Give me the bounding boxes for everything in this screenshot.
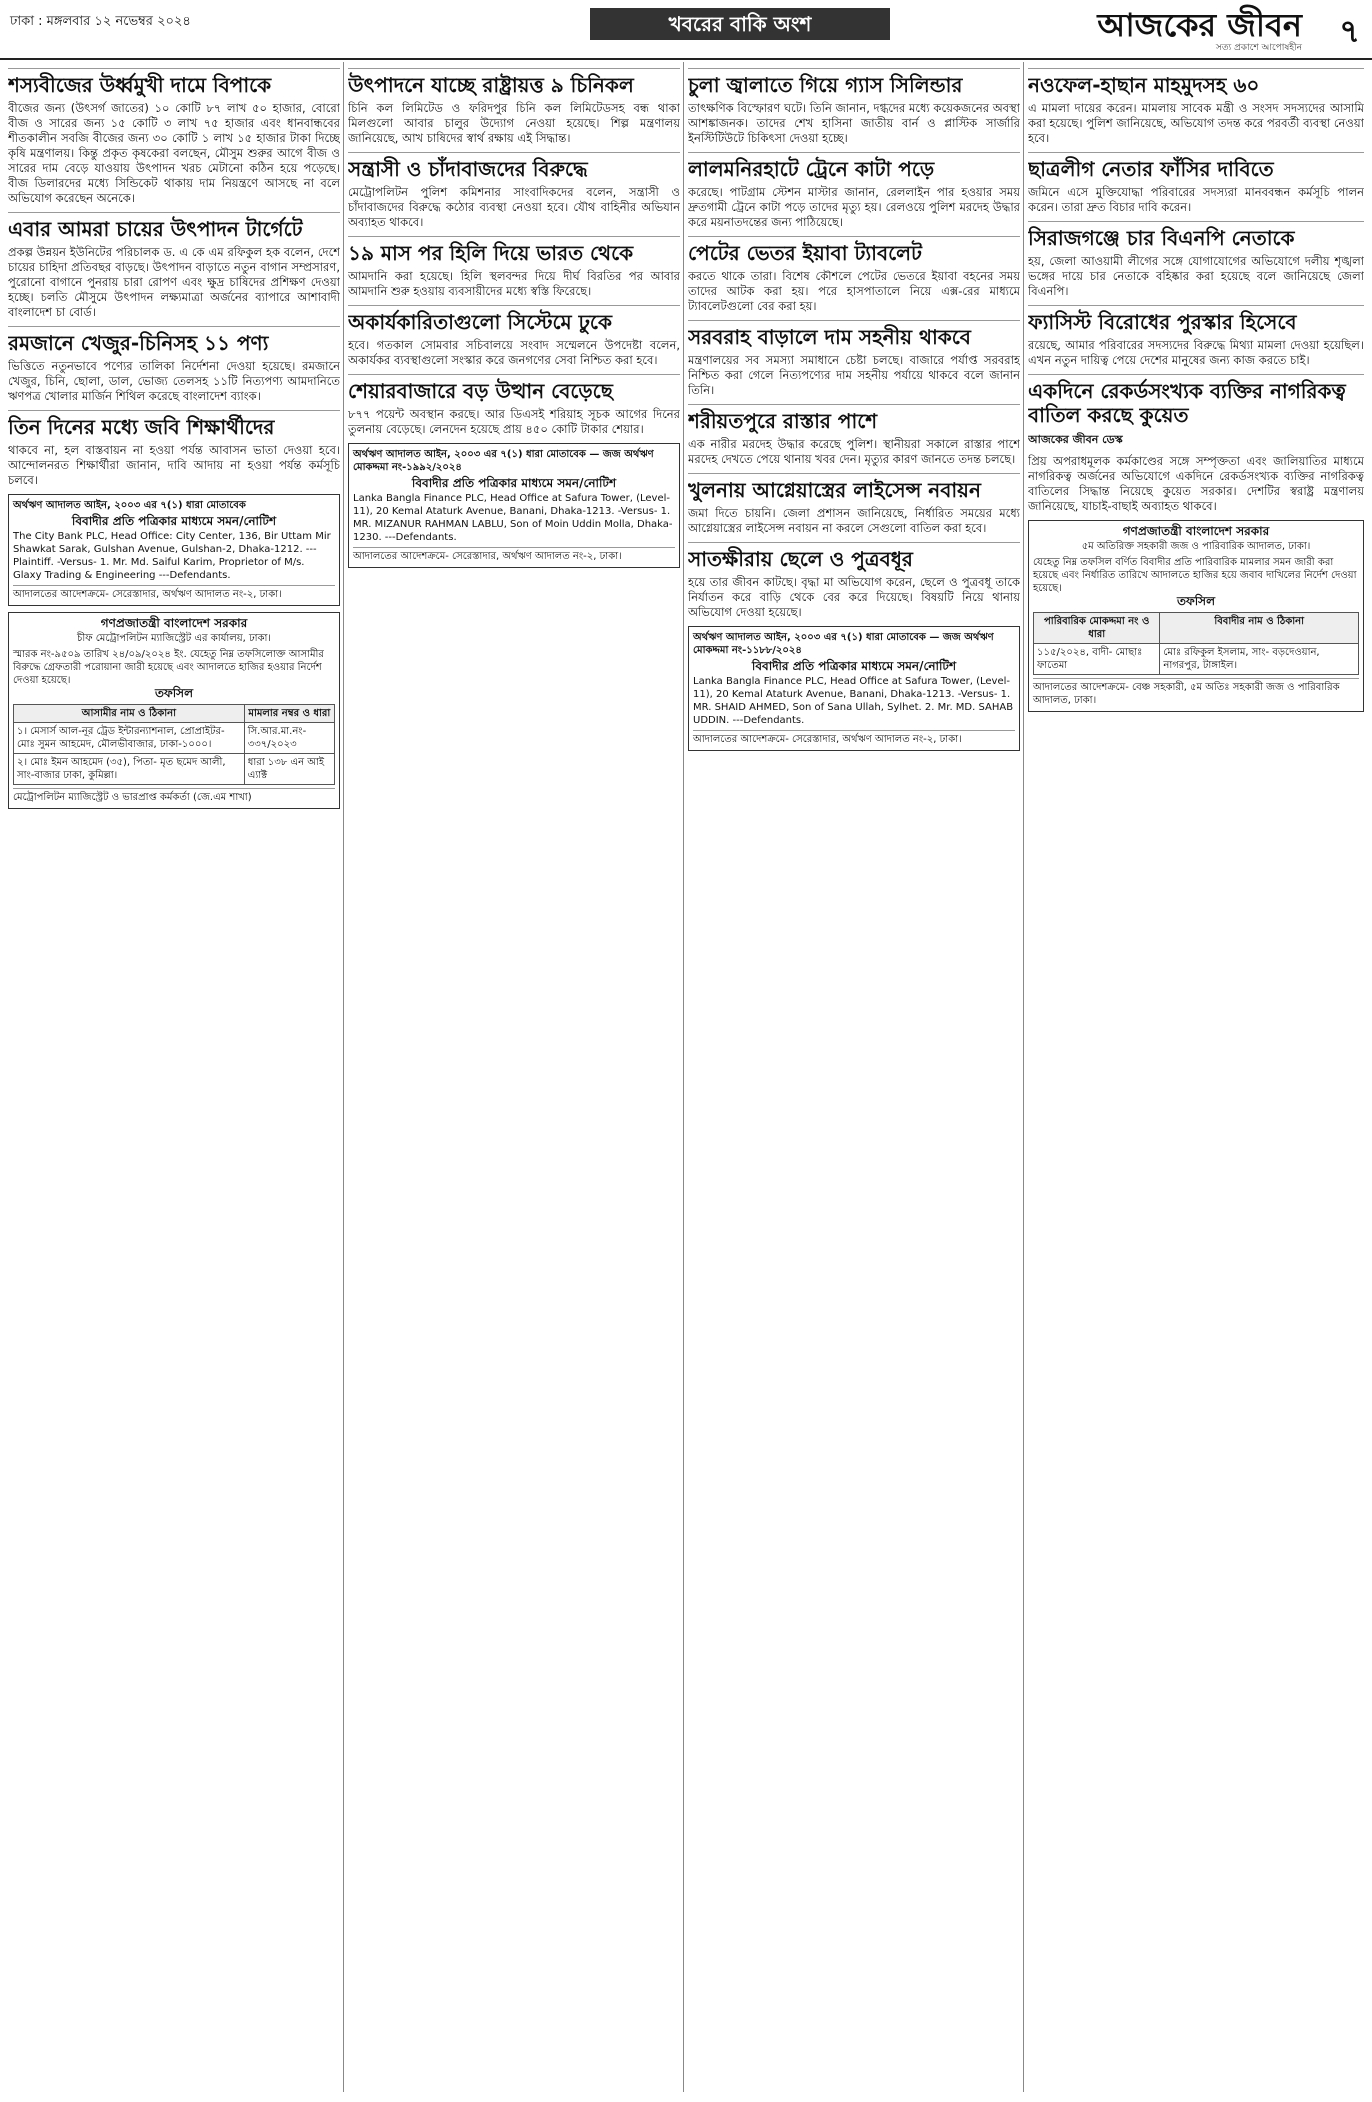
table-cell: মোঃ রফিকুল ইসলাম, সাং- বড়দেওয়ান, নাগরপুর, টাঙ্গাইল। [1160,644,1359,675]
headline: লালমনিরহাটে ট্রেনে কাটা পড়ে [688,152,1020,181]
schedule-table [13,704,335,785]
article-terror [348,152,680,230]
article-body: চিনি কল লিমিটেড ও ফরিদপুর চিনি কল লিমিটেডসহ বন্ধ থাকা মিলগুলো আবার চালুর উদ্যোগ নেওয়া হয়েছে। শিল্প মন্ত্রণালয় জানিয়েছে, আখ চাষিদের স্বার্থ রক্ষায় এই সিদ্ধান্ত। [348,101,680,145]
table-row [14,754,335,785]
article-body: তাৎক্ষণিক বিস্ফোরণ ঘটে। তিনি জানান, দগ্ধদের মধ্যে কয়েকজনের অবস্থা আশঙ্কাজনক। তাদের শেখ হাসিনা জাতীয় বার্ন ও প্লাস্টিক সার্জারি ইনস্টিটিউটে চিকিৎসা দেওয়া হচ্ছে। [688,101,1020,145]
article-kuwait [1028,374,1364,514]
article-body: মন্ত্রণালয়ের সব সমস্যা সমাধানে চেষ্টা চলছে। বাজারে পর্যাপ্ত সরবরাহ নিশ্চিত করা গেলে নিত্যপণ্যের দাম সহনীয় পর্যায়ে থাকবে বলে জানান তিনি। [688,353,1020,397]
headline: সাতক্ষীরায় ছেলে ও পুত্রবধূর [688,542,1020,571]
notice-body: Lanka Bangla Finance PLC, Head Office at Safura Tower, (Level-11), 20 Kemal Ataturk Avenue, Banani, Dhaka-1213. -Versus- 1. MR. SHAID AHMED, Son of Sana Ullah, Sylhet. 2. Mr. MD. SAHAB UDDIN. ---Defendants. [693,676,1014,726]
headline: শরীয়তপুরে রাস্তার পাশে [688,404,1020,433]
article-body: এক নারীর মরদেহ উদ্ধার করেছে পুলিশ। স্থানীয়রা সকালে রাস্তার পাশে মরদেহ দেখতে পেয়ে থানায় খবর দেন। মৃত্যুর কারণ জানতে তদন্ত চলছে। [688,437,1020,466]
notice-footer: মেট্রোপলিটন ম্যাজিস্ট্রেট ও ভারপ্রাপ্ত কর্মকর্তা (জে.এম শাখা) [13,788,335,804]
article-body: মেট্রোপলিটন পুলিশ কমিশনার সাংবাদিকদের বলেন, সন্ত্রাসী ও চাঁদাবাজদের বিরুদ্ধে কঠোর ব্যবস্থা নেওয়া হবে। যৌথ বাহিনীর অভিযান অব্যাহত থাকবে। [348,185,680,229]
section-title: খবরের বাকি অংশ [590,8,890,40]
article-train [688,152,1020,230]
page-number: ৭ [1339,12,1360,50]
newspaper-logo: আজকের জীবন [1097,6,1302,44]
article-export [348,68,680,146]
article-chhatra [1028,152,1364,215]
headline: শস্যবীজের উর্ধ্বমুখী দামে বিপাকে [8,68,340,97]
headline: খুলনায় আগ্নেয়াস্ত্রের লাইসেন্স নবায়ন [688,473,1020,502]
table-cell: ২। মোঃ ইমন আহমেদ (৩৫), পিতা- মৃত ছমেদ আলী, সাং-বাজার ঢাকা, কুমিল্লা। [14,754,245,785]
notice-footer: আদালতের আদেশক্রমে- সেরেস্তাদার, অর্থঋণ আদালত নং-২, ঢাকা। [13,585,335,601]
headline: একদিনে রেকর্ডসংখ্যক ব্যক্তির নাগরিকত্ব বাতিল করছে কুয়েত [1028,374,1364,427]
court-notice [348,443,680,568]
notice-title: গণপ্রজাতন্ত্রী বাংলাদেশ সরকার [1122,524,1270,538]
headline: ছাত্রলীগ নেতার ফাঁসির দাবিতে [1028,152,1364,181]
headline: পেটের ভেতর ইয়াবা ট্যাবলেট [688,236,1020,265]
article-body: প্রিয় অপরাধমূলক কর্মকাণ্ডের সঙ্গে সম্পৃক্ততা এবং জালিয়াতির মাধ্যমে নাগরিকত্ব অর্জনের অভিযোগে একদিনে রেকর্ডসংখ্যক ব্যক্তির নাগরিকত্ব বাতিলের সিদ্ধান্ত নিয়েছে কুয়েত সরকার। দেশটির স্বরাষ্ট্র মন্ত্রণালয় জানিয়েছে, যাচাই-বাছাই অব্যাহত থাকবে। [1028,454,1364,513]
article-tea [8,212,340,320]
tagline: সত্য প্রকাশে আপোষহীন [1215,43,1302,53]
table-header: আসামীর নাম ও ঠিকানা [14,705,245,723]
court-notice [8,494,340,606]
notice-body: The City Bank PLC, Head Office: City Center, 136, Bir Uttam Mir Shawkat Sarak, Gulshan Avenue, Gulshan-2, Dhaka-1212. ---Plaintiff. -Versus- 1. Mr. Md. Saiful Karim, Proprietor of M/s. Glaxy Trading & Engineering ---Defendants. [13,531,331,581]
article-gas [688,68,1020,146]
column-divider [343,62,344,2092]
table-header: মামলার নম্বর ও ধারা [244,705,334,723]
article-seed [8,68,340,206]
headline: সন্ত্রাসী ও চাঁদাবাজদের বিরুদ্ধে [348,152,680,181]
page-header [0,0,1372,60]
notice-title: বিবাদীর প্রতি পত্রিকার মাধ্যমে সমন/নোটিশ [751,659,957,673]
headline: ফ্যাসিস্ট বিরোধের পুরস্কার হিসেবে [1028,305,1364,334]
article-system [348,305,680,368]
article-body: রয়েছে, আমার পরিবারের সদস্যদের বিরুদ্ধে মিথ্যা মামলা দেওয়া হয়েছিল। এখন নতুন দায়িত্ব পেয়ে দেশের মানুষের জন্য কাজ করতে চাই। [1028,338,1364,367]
notice-body: স্মারক নং-৯৫০৯ তারিখ ২৪/০৯/২০২৪ ইং. যেহেতু নিম্ন তফসিলোক্ত আসামীর বিরুদ্ধে গ্রেফতারী পরোয়ানা জারী হয়েছে এবং আদালতে হাজির হওয়ার নির্দেশ দেওয়া হয়েছে। [13,649,324,686]
article-body: হয়ে তার জীবন কাটছে। বৃদ্ধা মা অভিযোগ করেন, ছেলে ও পুত্রবধূ তাকে নির্যাতন করে বাড়ি থেকে বের করে দিয়েছে। বিষয়টি নিয়ে থানায় অভিযোগ দেওয়া হয়েছে। [688,575,1020,619]
article-supply [688,320,1020,398]
notice-subtitle: ৫ম অতিরিক্ত সহকারী জজ ও পারিবারিক আদালত, ঢাকা। [1081,541,1311,552]
issue-date: ঢাকা : মঙ্গলবার ১২ নভেম্বর ২০২৪ [10,14,191,29]
article-body: প্রকল্প উন্নয়ন ইউনিটের পরিচালক ড. এ কে এম রফিকুল হক বলেন, দেশে চায়ের চাহিদা প্রতিবছর বাড়ছে। উৎপাদন বাড়াতে নতুন বাগান সম্প্রসারণ, পুরোনো বাগানে পুনরায় চারা রোপণ এবং ক্ষুদ্র চাষিদের প্রশিক্ষণ দেওয়া হচ্ছে। চলতি মৌসুমে উৎপাদন লক্ষ্যমাত্রা অর্জনের ব্যাপারে আশাবাদী বাংলাদেশ চা বোর্ড। [8,245,340,319]
column-1 [8,62,340,2092]
schedule-table [1033,612,1359,675]
notice-title: বিবাদীর প্রতি পত্রিকার মাধ্যমে সমন/নোটিশ [411,476,617,490]
article-stock [348,374,680,437]
headline: ১৯ মাস পর হিলি দিয়ে ভারত থেকে [348,236,680,265]
notice-footer: আদালতের আদেশক্রমে- সেরেস্তাদার, অর্থঋণ আদালত নং-২, ঢাকা। [693,730,1015,746]
court-notice [688,626,1020,751]
column-3 [688,62,1020,2092]
headline: শেয়ারবাজারে বড় উত্থান বেড়েছে [348,374,680,403]
table-row [1034,644,1359,675]
column-4 [1028,62,1364,2092]
table-row [14,723,335,754]
notice-title: গণপ্রজাতন্ত্রী বাংলাদেশ সরকার [100,616,248,630]
article-body: করেছে। পাটগ্রাম স্টেশন মাস্টার জানান, রেললাইন পার হওয়ার সময় দ্রুতগামী ট্রেনে কাটা পড়ে তাদের মৃত্যু হয়। রেলওয়ে পুলিশ মরদেহ উদ্ধার করে ময়নাতদন্তের জন্য পাঠিয়েছে। [688,185,1020,229]
article-body: বীজের জন্য (উৎসর্গ জাতের) ১০ কোটি ৮৭ লাখ ৫০ হাজার, বোরো বীজ ও সারের জন্য ১৫ কোটি ৩ লাখ ৭৫ হাজার এবং ধানবান্ধবের শীতকালীন সবজি বীজের জন্য ৩০ কোটি ১ লাখ ১৫ হাজার টাকা দিচ্ছে কৃষি মন্ত্রণালয়। কিন্তু প্রকৃত কৃষকেরা বলছেন, মৌসুম শুরুর আগে বীজ ও সারের দাম বেড়ে যাওয়ায় উৎপাদন খরচ মেটানো কঠিন হয়ে পড়েছে। বীজ ডিলারদের মধ্যে সিন্ডিকেট থাকায় দাম নিয়ন্ত্রণে আসছে না বলে অভিযোগ করেছেন অনেকে। [8,101,340,205]
article-body: হয়, জেলা আওয়ামী লীগের সঙ্গে যোগাযোগের অভিযোগে দলীয় শৃঙ্খলা ভঙ্গের দায়ে চার নেতাকে বহিষ্কার করা হয়েছে বলে জানিয়েছে জেলা বিএনপি। [1028,254,1364,298]
table-cell: ধারা ১৩৮ এন আই এ্যাক্ট [244,754,334,785]
headline: সিরাজগঞ্জে চার বিএনপি নেতাকে [1028,221,1364,250]
notice-footer: আদালতের আদেশক্রমে- সেরেস্তাদার, অর্থঋণ আদালত নং-২, ঢাকা। [353,547,675,563]
article-ramadan [8,326,340,404]
notice-case: অর্থঋণ আদালত আইন, ২০০৩ এর ৭(১) ধারা মোতাবেক [13,500,246,511]
headline: উৎপাদনে যাচ্ছে রাষ্ট্রায়ত্ত ৯ চিনিকল [348,68,680,97]
table-header: পারিবারিক মোকদ্দমা নং ও ধারা [1034,613,1160,644]
notice-subtitle: চীফ মেট্রোপলিটন ম্যাজিস্ট্রেট এর কার্যালয়, ঢাকা। [76,633,272,644]
table-cell: ১। মেসার্স আল-নূর ট্রেড ইন্টারন্যাশনাল, প্রোপ্রাইটর- মোঃ সুমন আহমেদ, মৌলভীবাজার, ঢাকা-১০০০। [14,723,245,754]
table-cell: সি.আর.মা.নং- ৩৩৭/২০২৩ [244,723,334,754]
article-yaba [688,236,1020,314]
headline: সরবরাহ বাড়ালে দাম সহনীয় থাকবে [688,320,1020,349]
article-sirajganj [1028,221,1364,299]
notice-body: যেহেতু নিম্ন তফসিল বর্ণিত বিবাদীর প্রতি পারিবারিক মামলার সমন জারী করা হয়েছে এবং নির্ধারিত তারিখে আদালতে হাজির হয়ে জবাব দাখিলের নির্দেশ দেওয়া হয়েছে। [1033,557,1357,594]
headline: রমজানে খেজুর-চিনিসহ ১১ পণ্য [8,326,340,355]
article-nowfel [1028,68,1364,146]
notice-case: অর্থঋণ আদালত আইন, ২০০৩ এর ৭(১) ধারা মোতাবেক — জজ অর্থঋণ মোকদ্দমা নং-১১৮৮/২০২৪ [693,632,994,656]
table-cell: ১১৫/২০২৪, বাদী- মোছাঃ ফাতেমা [1034,644,1160,675]
article-body: ভিত্তিতে নতুনভাবে পণ্যের তালিকা নির্দেশনা দেওয়া হয়েছে। রমজানে খেজুর, চিনি, ছোলা, ডাল, ভোজ্য তেলসহ ১১টি নিত্যপণ্য আমদানিতে ঋণপত্র খোলার মার্জিন শিথিল করেছে বাংলাদেশ ব্যাংক। [8,359,340,403]
notice-title: বিবাদীর প্রতি পত্রিকার মাধ্যমে সমন/নোটিশ [71,514,277,528]
table-header: বিবাদীর নাম ও ঠিকানা [1160,613,1359,644]
headline: নওফেল-হাছান মাহমুদসহ ৬০ [1028,68,1364,97]
article-satkhira [688,542,1020,620]
article-shariatpur [688,404,1020,467]
article-body: করতে থাকে তারা। বিশেষ কৌশলে পেটের ভেতরে ইয়াবা বহনের সময় তাদের আটক করা হয়। পরে হাসপাতালে নিয়ে এক্স-রের মাধ্যমে ট্যাবলেটগুলো বের করা হয়। [688,269,1020,313]
government-notice [1028,520,1364,712]
government-notice [8,612,340,809]
column-divider [1023,62,1024,2092]
article-body: এ মামলা দায়ের করেন। মামলায় সাবেক মন্ত্রী ও সংসদ সদস্যদের আসামি করা হয়েছে। পুলিশ জানিয়েছে, অভিযোগ তদন্ত করে পরবর্তী ব্যবস্থা নেওয়া হবে। [1028,101,1364,145]
notice-footer: আদালতের আদেশক্রমে- বেঞ্চ সহকারী, ৫ম অতিঃ সহকারী জজ ও পারিবারিক আদালত, ঢাকা। [1033,678,1359,707]
headline: অকার্যকারিতাগুলো সিস্টেমে ঢুকে [348,305,680,334]
article-fascist [1028,305,1364,368]
column-2 [348,62,680,2092]
article-body: ৮৭৭ পয়েন্ট অবস্থান করছে। আর ডিএসই শরিয়াহ সূচক আগের দিনের তুলনায় বেড়েছে। লেনদেন হয়েছে প্রায় ৪৫০ কোটি টাকার শেয়ার। [348,407,680,436]
article-body: হবে। গতকাল সোমবার সচিবালয়ে সংবাদ সম্মেলনে উপদেষ্টা বলেন, অকার্যকর ব্যবস্থাগুলো সংস্কার করে জনগণের সেবা নিশ্চিত করা হবে। [348,338,680,367]
article-body: থাকবে না, হল বাস্তবায়ন না হওয়া পর্যন্ত আবাসন ভাতা দেওয়া হবে। আন্দোলনরত শিক্ষার্থীরা জানান, দাবি আদায় না হওয়া পর্যন্ত কর্মসূচি চলবে। [8,443,340,487]
headline: এবার আমরা চায়ের উৎপাদন টার্গেটে [8,212,340,241]
table-title: তফসিল [1176,594,1216,608]
table-title: তফসিল [154,686,194,700]
article-body: জমিনে এসে মুক্তিযোদ্ধা পরিবারের সদস্যরা মানববন্ধন কর্মসূচি পালন করেন। তারা দ্রুত বিচার দাবি করেন। [1028,185,1364,214]
article-body: আমদানি করা হয়েছে। হিলি স্থলবন্দর দিয়ে দীর্ঘ বিরতির পর আবার আমদানি শুরু হওয়ায় ব্যবসায়ীদের মধ্যে স্বস্তি ফিরেছে। [348,269,680,298]
notice-case: অর্থঋণ আদালত আইন, ২০০৩ এর ৭(১) ধারা মোতাবেক — জজ অর্থঋণ মোকদ্দমা নং-১৯৯২/২০২৪ [353,449,654,473]
headline: চুলা জ্বালাতে গিয়ে গ্যাস সিলিন্ডার [688,68,1020,97]
notice-body: Lanka Bangla Finance PLC, Head Office at Safura Tower, (Level-11), 20 Kemal Ataturk Avenue, Banani, Dhaka-1213. -Versus- 1. MR. MIZANUR RAHMAN LABLU, Son of Moin Uddin Molla, Dhaka-1230. ---Defendants. [353,493,673,543]
column-divider [683,62,684,2092]
byline: আজকের জীবন ডেস্ক [1028,433,1123,446]
article-body: জমা দিতে চায়নি। জেলা প্রশাসন জানিয়েছে, নির্ধারিত সময়ের মধ্যে আগ্নেয়াস্ত্রের লাইসেন্স নবায়ন না করলে সেগুলো বাতিল করা হবে। [688,506,1020,535]
article-jabi [8,410,340,488]
headline: তিন দিনের মধ্যে জবি শিক্ষার্থীদের [8,410,340,439]
article-hilsa [348,236,680,299]
article-khulna [688,473,1020,536]
